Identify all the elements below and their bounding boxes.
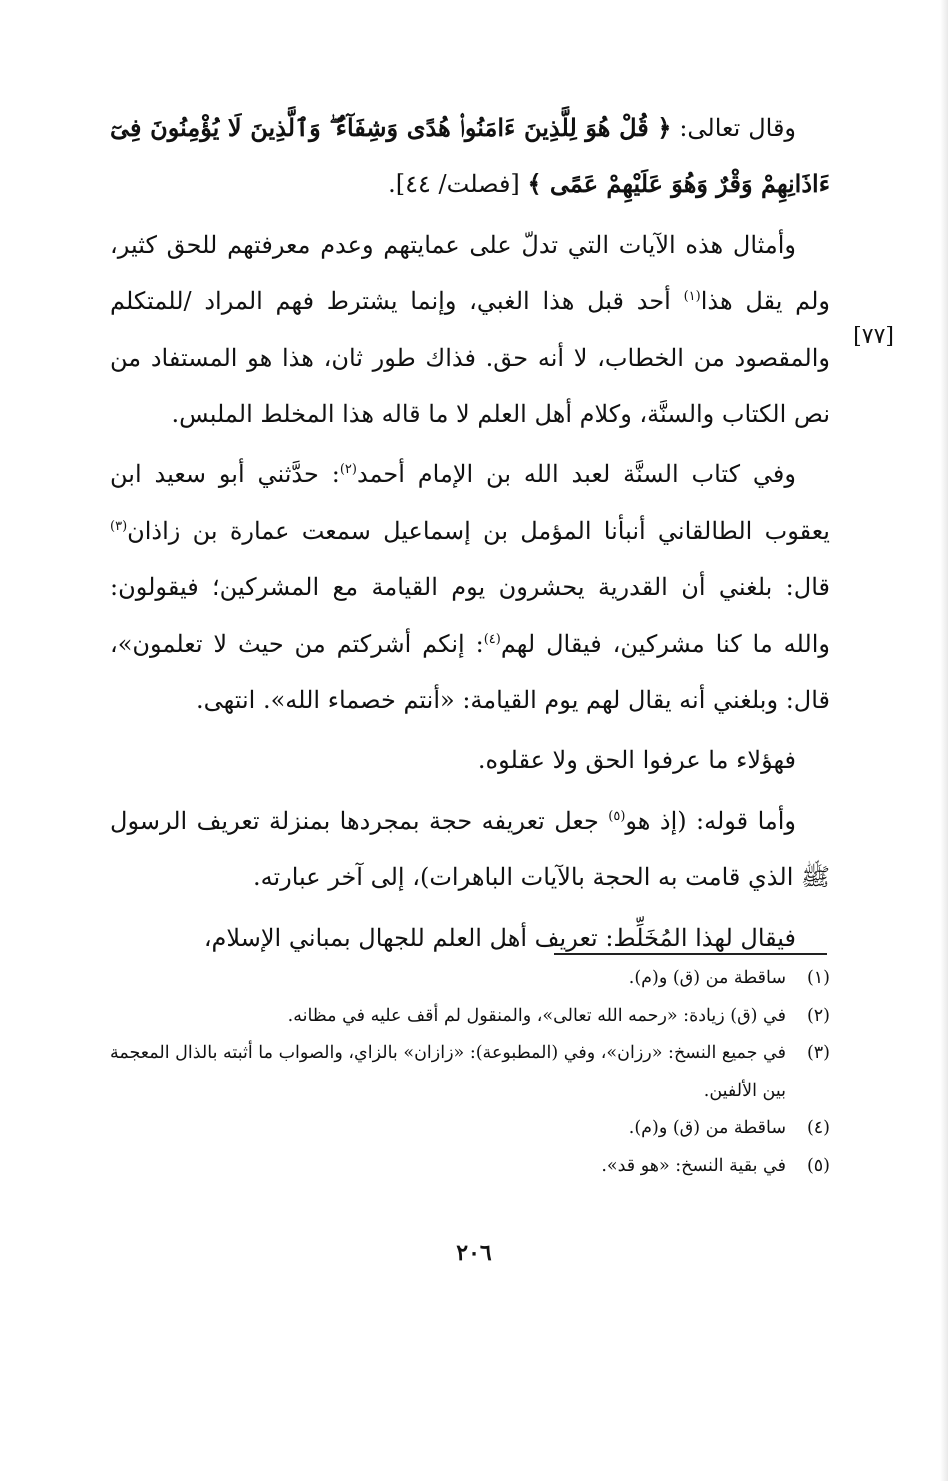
footnote-item <box>110 960 830 998</box>
paragraph-text: وأمثال هذه الآيات التي تدلّ على عمايتهم وعدم معرفتهم للحق كثير، ولم يقل هذا <box>110 230 830 316</box>
footnote-ref-4[interactable]: (٤) <box>483 631 501 647</box>
page-number: ٢٠٦ <box>456 1240 492 1266</box>
quran-verse: ﴿ قُلْ هُوَ لِلَّذِينَ ءَامَنُوا۟ هُدًى وَشِفَآءٌ ۖ وَٱلَّذِينَ لَا يُؤْمِنُونَ فِىٓ ءَاذَانِهِمْ وَقْرٌ وَهُوَ عَلَيْهِمْ عَمًى ﴾ <box>110 113 830 199</box>
paragraph-text: : حدَّثني أبو سعيد ابن يعقوب الطالقاني أنبأنا المؤمل بن إسماعيل سمعت عمارة بن زاذان <box>110 460 830 545</box>
paragraph-blindness <box>110 217 830 443</box>
manuscript-page-marker: [٧٧] <box>853 324 894 349</box>
paragraph-his-saying <box>110 793 830 906</box>
footnote-number: (٥) <box>806 1155 830 1176</box>
paragraph-text: : إنكم أشركتم من حيث لا تعلمون»، قال: وبلغني أنه يقال لهم يوم القيامة: «أنتم خصماء الله». انتهى. <box>110 629 830 715</box>
footnote-divider <box>554 953 827 955</box>
footnote-text: في جميع النسخ: «رزان»، وفي (المطبوعة): «زازان» بالزاي، والصواب ما أثبته بالذال المعجمة بين الألفين. <box>110 1043 786 1101</box>
paragraph-sunnah-narration <box>110 446 830 728</box>
paragraph-text: أحد قبل هذا الغبي، وإنما يشترط فهم المراد /للمتكلم والمقصود من الخطاب، لا أنه حق. فذاك طور ثان، هذا هو المستفاد من نص الكتاب والسنَّة، وكلام أهل العلم لا ما قاله هذا المخلط الملبس. <box>110 287 830 429</box>
footnote-item <box>110 1110 830 1148</box>
scan-edge-shadow <box>940 0 948 1481</box>
footnote-text: في (ق) زيادة: «رحمه الله تعالى»، والمنقول لم أقف عليه في مظانه. <box>287 1005 786 1026</box>
paragraph-text: جعل تعريفه حجة بمجردها بمنزلة تعريف الرسول ﷺ الذي قامت به الحجة بالآيات الباهرات)، إلى آخر عبارته. <box>110 806 830 892</box>
footnotes <box>110 960 830 1185</box>
verse-reference: [فصلت/ ٤٤]. <box>388 170 528 199</box>
paragraph-text: وأما قوله: (إذ هو <box>625 806 796 835</box>
footnote-item <box>110 1148 830 1186</box>
paragraph-text: قال: بلغني أن القدرية يحشرون يوم القيامة مع المشركين؛ فيقولون: والله ما كنا مشركين، فيقال لهم <box>110 573 830 658</box>
footnote-text: ساقطة من (ق) و(م). <box>628 1118 786 1138</box>
verse-intro: وقال تعالى: <box>671 114 797 142</box>
footnote-item <box>110 998 830 1036</box>
paragraph-conclusion: فهؤلاء ما عرفوا الحق ولا عقلوه. <box>477 746 796 775</box>
footnote-ref-2[interactable]: (٢) <box>339 462 357 478</box>
footnote-number: (١) <box>806 968 830 988</box>
footnote-text: في بقية النسخ: «هو قد». <box>601 1155 786 1176</box>
paragraph-reply: فيقال لهذا المُخَلِّط: تعريف أهل العلم للجهال بمباني الإسلام، <box>203 923 796 952</box>
paragraph-quran-verse <box>110 100 830 213</box>
footnote-ref-5[interactable]: (٥) <box>608 808 626 824</box>
footnote-item <box>110 1035 830 1110</box>
main-text <box>110 100 830 970</box>
footnote-ref-1[interactable]: (١) <box>683 289 701 305</box>
paragraph-text: وفي كتاب السنَّة لعبد الله بن الإمام أحمد <box>356 460 796 489</box>
footnote-number: (٣) <box>806 1043 830 1063</box>
footnote-text: ساقطة من (ق) و(م). <box>628 968 786 988</box>
footnote-number: (٢) <box>806 1005 830 1026</box>
footnote-ref-3[interactable]: (٣) <box>110 518 128 534</box>
footnote-number: (٤) <box>806 1118 830 1138</box>
